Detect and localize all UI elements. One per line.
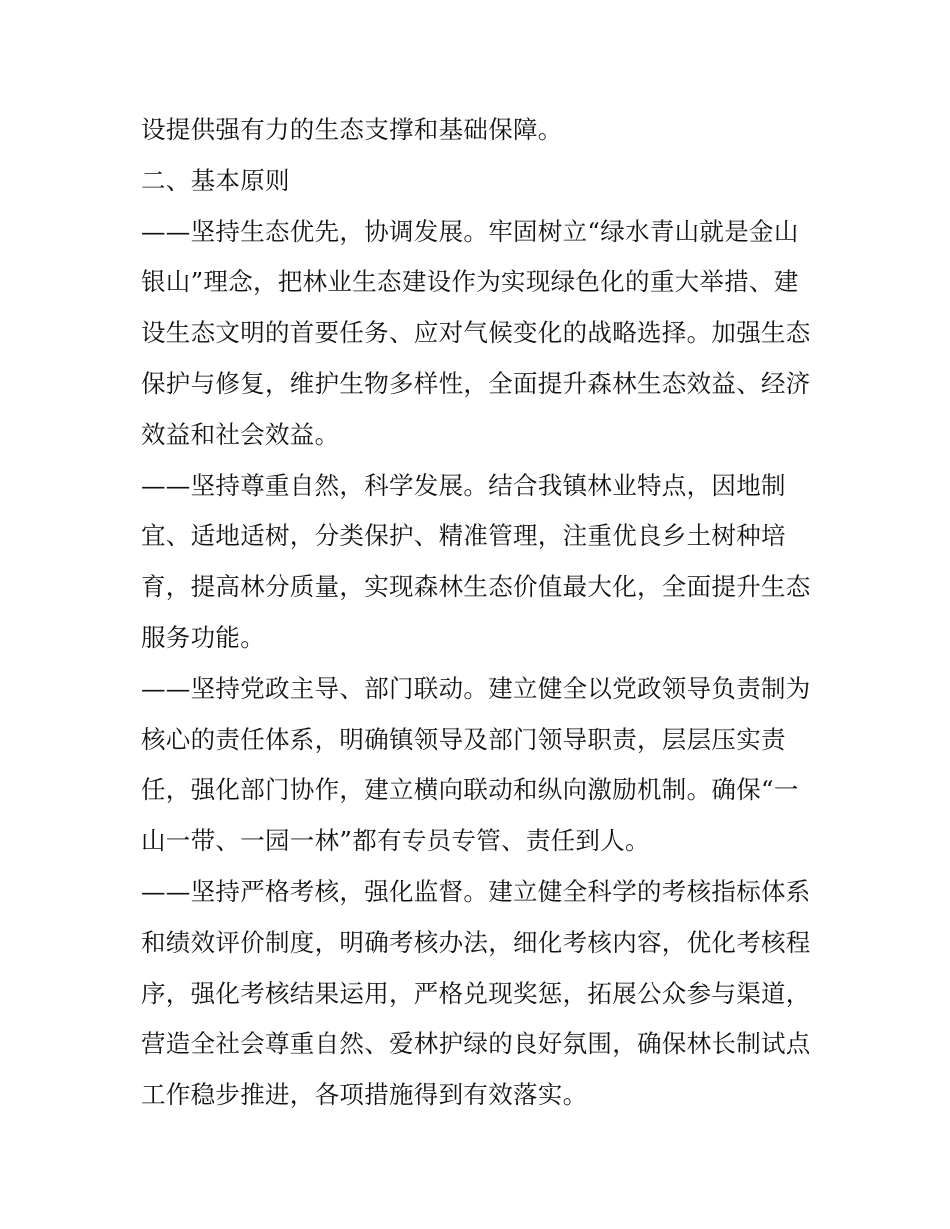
text-line: 设提供强有力的生态支撑和基础保障。	[141, 115, 563, 144]
text-line: ——坚持党政主导、部门联动。建立健全以党政领导负责制为	[141, 673, 811, 703]
text-line: 宜、适地适树，分类保护、精准管理，注重优良乡土树种培	[141, 521, 786, 551]
text-line: 核心的责任体系，明确镇领导及部门领导职责，层层压实责	[141, 724, 786, 754]
text-line: 山一带、一园一林”都有专员专管、责任到人。	[141, 826, 650, 856]
section-heading: 二、基本原则	[141, 165, 290, 195]
text-line: 营造全社会尊重自然、爱林护绿的良好氛围，确保林长制试点	[141, 1029, 811, 1059]
text-line: 工作稳步推进，各项措施得到有效落实。	[141, 1080, 588, 1110]
text-line: ——坚持生态优先，协调发展。牢固树立“绿水青山就是金山	[141, 216, 799, 246]
text-line: 银山”理念，把林业生态建设作为实现绿色化的重大举措、建	[141, 267, 799, 297]
text-line: ——坚持尊重自然，科学发展。结合我镇林业特点，因地制	[141, 470, 786, 500]
text-line: 服务功能。	[141, 622, 265, 652]
document-body	[141, 105, 821, 1121]
text-line: 序，强化考核结果运用，严格兑现奖惩，拓展公众参与渠道，	[141, 978, 811, 1008]
text-line: 育，提高林分质量，实现森林生态价值最大化，全面提升生态	[141, 572, 811, 602]
text-line: 保护与修复，维护生物多样性，全面提升森林生态效益、经济	[141, 368, 811, 398]
text-line: ——坚持严格考核，强化监督。建立健全科学的考核指标体系	[141, 876, 811, 906]
text-line: 任，强化部门协作，建立横向联动和纵向激励机制。确保“一	[141, 775, 799, 805]
text-line: 和绩效评价制度，明确考核办法，细化考核内容，优化考核程	[141, 927, 811, 957]
text-line: 效益和社会效益。	[141, 419, 340, 449]
text-line: 设生态文明的首要任务、应对气候变化的战略选择。加强生态	[141, 318, 811, 348]
